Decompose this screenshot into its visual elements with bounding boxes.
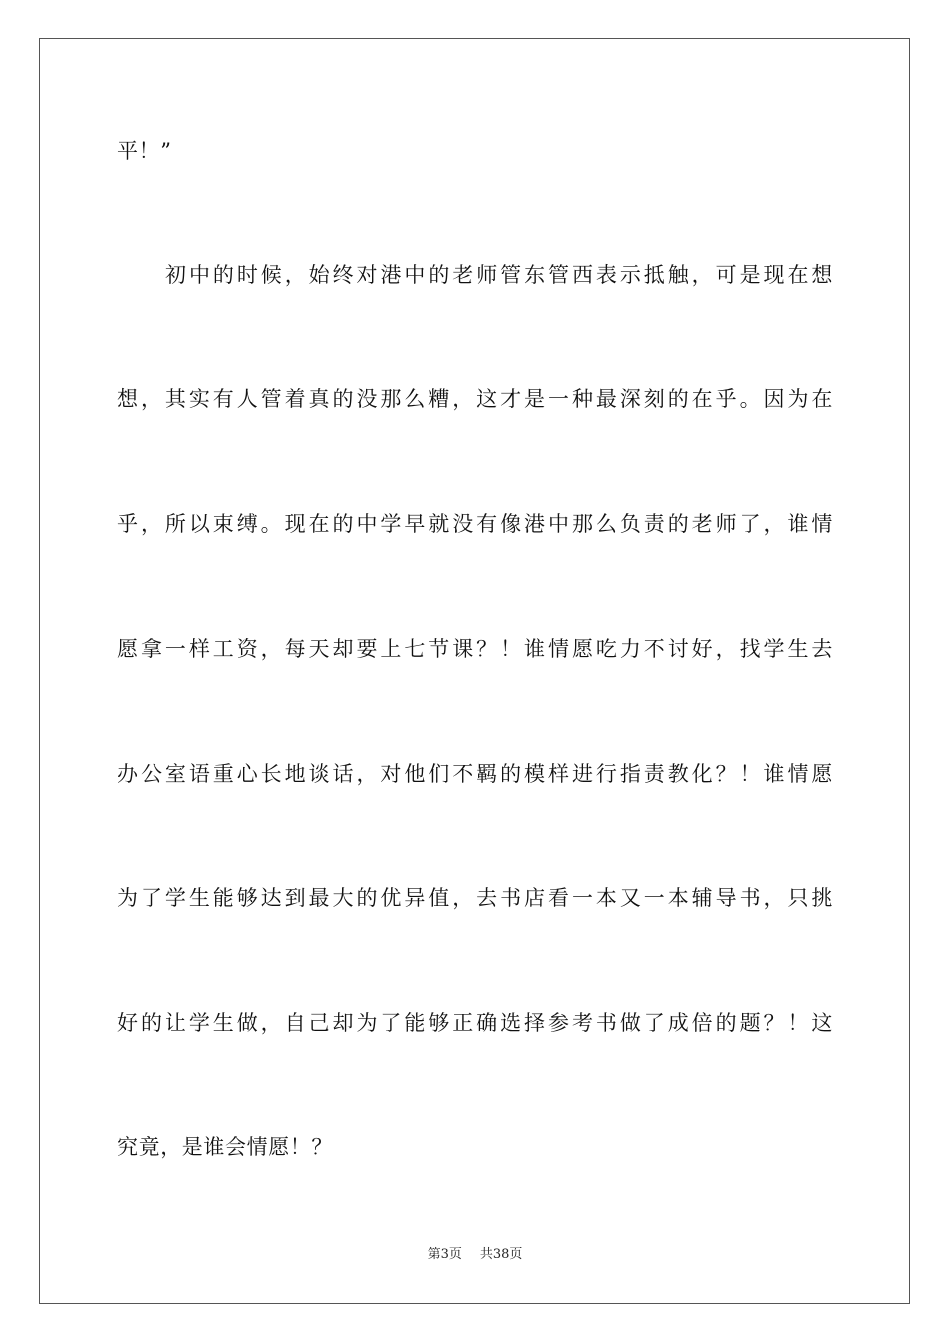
text-line: 乎，所以束缚。现在的中学早就没有像港中那么负责的老师了，谁情 — [117, 512, 833, 536]
text-line: 究竟，是谁会情愿！？ — [117, 1135, 333, 1159]
text-line: 想，其实有人管着真的没那么糟，这才是一种最深刻的在乎。因为在 — [117, 387, 833, 411]
paragraph-first-line: 初中的时候，始终对港中的老师管东管西表示抵触，可是现在想 — [165, 263, 833, 287]
page-total: 共38页 — [479, 1247, 523, 1262]
page-footer — [0, 1246, 950, 1264]
text-line: 办公室语重心长地谈话，对他们不羁的模样进行指责教化？！谁情愿 — [117, 762, 833, 786]
text-line: 好的让学生做，自己却为了能够正确选择参考书做了成倍的题？！这 — [117, 1011, 833, 1035]
page-frame — [39, 38, 910, 1304]
text-line: 愿拿一样工资，每天却要上七节课？！谁情愿吃力不讨好，找学生去 — [117, 637, 833, 661]
text-line: 平！” — [117, 139, 172, 163]
text-line: 为了学生能够达到最大的优异值，去书店看一本又一本辅导书，只挑 — [117, 886, 833, 910]
page-number: 第3页 — [427, 1247, 462, 1262]
